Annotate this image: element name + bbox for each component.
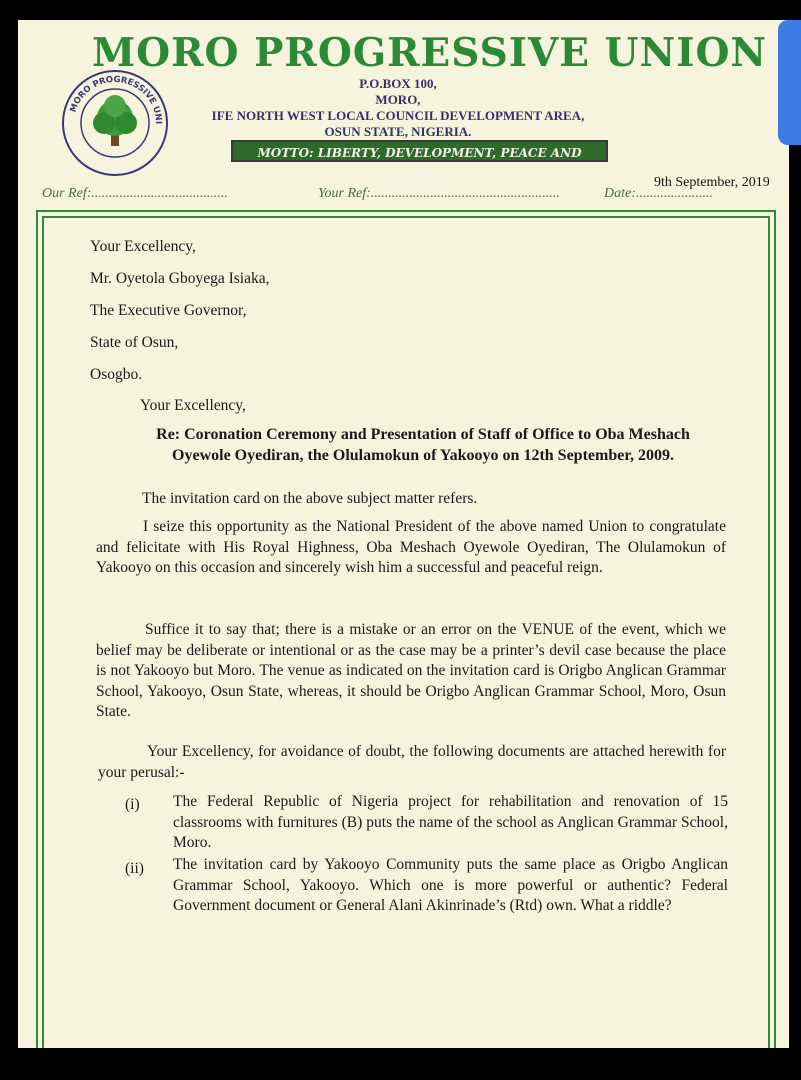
union-seal: [60, 68, 170, 178]
date-label: Date:......................: [604, 186, 713, 201]
paragraph: Your Excellency, for avoidance of doubt, the following documents are attached herewith for your perusal:-: [98, 743, 726, 781]
address-line: MORO,: [375, 92, 421, 107]
subject-line: Re: Coronation Ceremony and Presentation of Staff of Office to Oba Meshach: [156, 426, 690, 443]
list-item: The Federal Republic of Nigeria project for rehabilitation and renovation of 15 classrooms with furnitures (B) puts the name of the school as Anglican Grammar School, Moro.: [173, 793, 728, 851]
address-line: OSUN STATE, NIGERIA.: [324, 124, 472, 139]
subject-line: Oyewole Oyediran, the Olulamokun of Yakooyo on 12th September, 2009.: [172, 447, 674, 464]
recipient-line: Mr. Oyetola Gboyega Isiaka,: [90, 270, 270, 287]
recipient-line: The Executive Governor,: [90, 302, 247, 319]
edge-tab: [778, 20, 801, 145]
motto-banner: MOTTO: LIBERTY, DEVELOPMENT, PEACE AND JUSTICE.: [231, 140, 608, 162]
recipient-line: Osogbo.: [90, 366, 143, 383]
recipient-line: Your Excellency,: [90, 238, 196, 255]
paragraph: I seize this opportunity as the National President of the above named Union to congratulate and felicitate with His Royal Highness, Oba Meshach Oyewole Oyediran, The Olulamokun of Yakooyo on this occasion and sincerely wish him a successful and peaceful reign.: [96, 518, 726, 576]
org-name: MORO PROGRESSIVE UNION: [92, 30, 768, 76]
subject-heading: [113, 424, 733, 466]
our-ref: Our Ref:.......................................: [42, 186, 228, 201]
your-ref: Your Ref:......................................................: [318, 186, 560, 201]
paragraph: Suffice it to say that; there is a mistake or an error on the VENUE of the event, which we belief may be deliberate or intentional or as the case may be a printer’s devil case because the place is not Yakooyo but Moro. The venue as indicated on the invitation card is Origbo Anglican Grammar School, Yakooyo, Osun State, whereas, it should be Origbo Anglican Grammar School, Moro, Osun State.: [96, 621, 726, 720]
letter-page: [18, 20, 789, 1048]
svg-text:MORO PROGRESSIVE UNION: MORO PROGRESSIVE UNI: [68, 74, 164, 125]
paragraph: The invitation card on the above subject matter refers.: [142, 490, 478, 507]
address-line: P.O.BOX 100,: [359, 76, 437, 91]
list-item: The invitation card by Yakooyo Community puts the same place as Origbo Anglican Grammar School, Yakooyo. Which one is more powerful or authentic? Federal Government document or General Alani Akinrinade’s (Rtd) own. What a riddle?: [173, 856, 728, 914]
letter-date: 9th September, 2019: [654, 175, 770, 190]
list-number: (i): [125, 796, 140, 813]
list-number: (ii): [125, 860, 144, 877]
recipient-line: State of Osun,: [90, 334, 179, 351]
address-line: IFE NORTH WEST LOCAL COUNCIL DEVELOPMENT AREA,: [211, 108, 585, 123]
salutation: Your Excellency,: [140, 397, 246, 414]
